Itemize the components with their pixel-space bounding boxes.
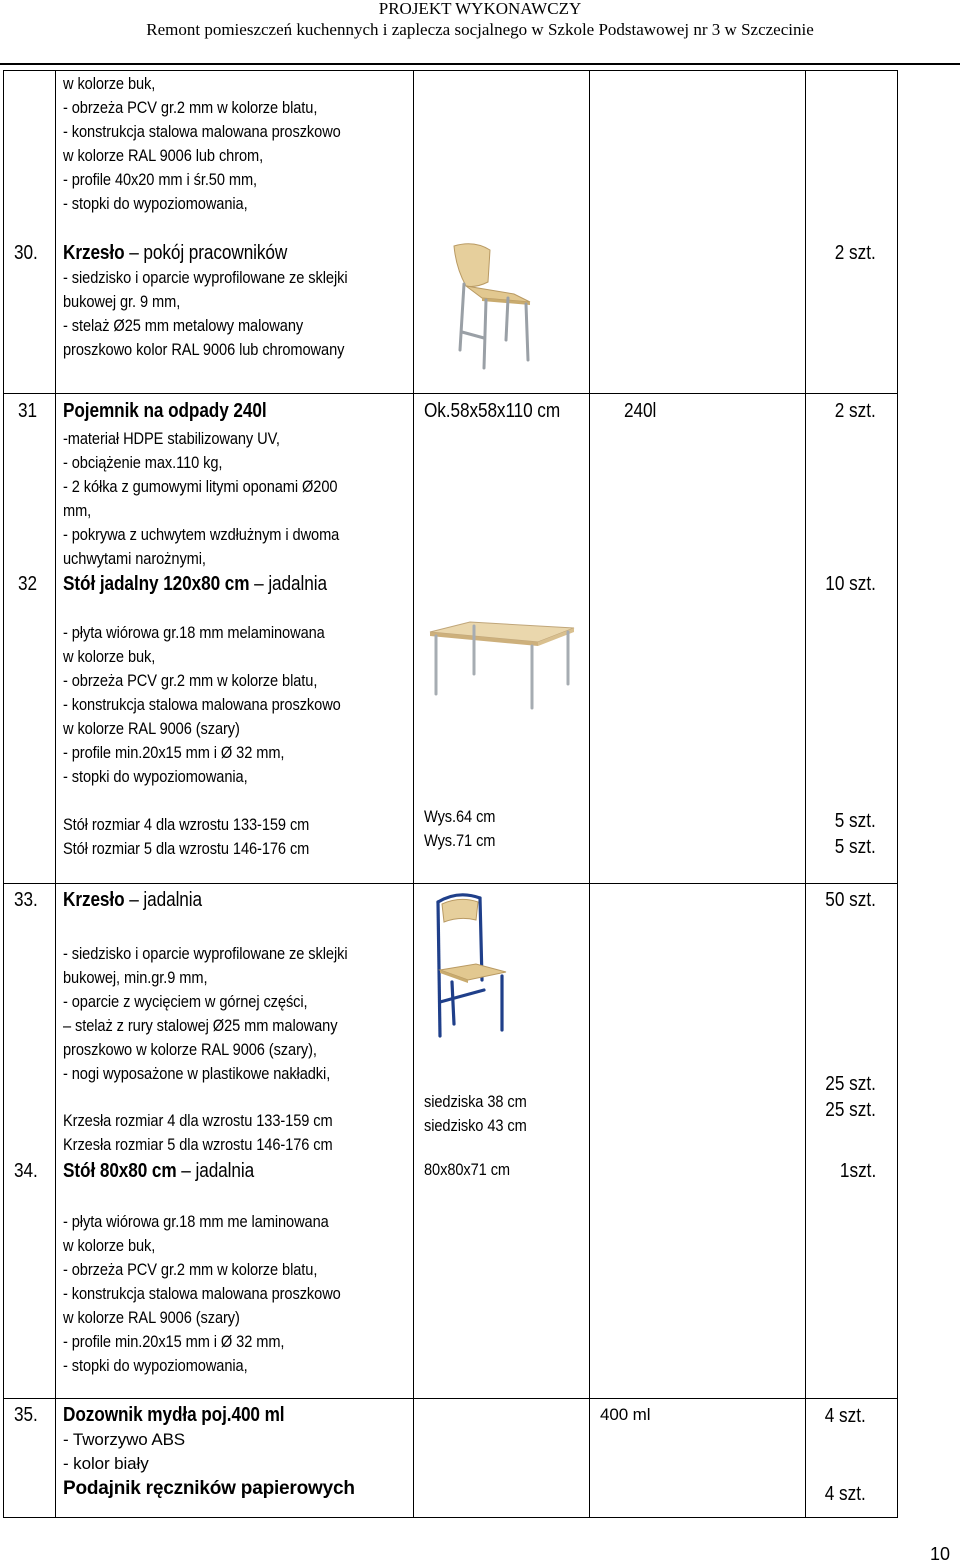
spec-line: - obrzeża PCV gr.2 mm w kolorze blatu, bbox=[63, 671, 318, 690]
spec-line: - konstrukcja stalowa malowana proszkowo bbox=[63, 695, 341, 714]
item-title-bold: Stół jadalny 120x80 cm bbox=[63, 573, 250, 595]
quantity: 4 szt. bbox=[824, 1405, 866, 1427]
capacity: 240l bbox=[624, 400, 657, 422]
row-divider bbox=[3, 883, 897, 884]
item-title bbox=[63, 572, 327, 596]
spec-line: - obrzeża PCV gr.2 mm w kolorze blatu, bbox=[63, 98, 318, 117]
size-line: Krzesła rozmiar 5 dla wzrostu 146-176 cm bbox=[63, 1135, 333, 1154]
item-number: 31 bbox=[18, 400, 37, 422]
quantity: 4 szt. bbox=[824, 1483, 866, 1505]
seat-height-line: siedzisko 43 cm bbox=[424, 1116, 527, 1135]
page-number: 10 bbox=[929, 1544, 950, 1564]
item-title-bold: Krzesło bbox=[63, 242, 125, 264]
spec-line: - obciążenie max.110 kg, bbox=[63, 453, 223, 472]
spec-line: proszkowo w kolorze RAL 9006 (szary), bbox=[63, 1040, 317, 1059]
table-col-divider bbox=[805, 70, 806, 1518]
table-col-divider bbox=[55, 70, 56, 1518]
dimensions: Ok.58x58x110 cm bbox=[424, 400, 561, 422]
spec-line: - stopki do wypoziomowania, bbox=[63, 194, 248, 213]
item-title-rest: – jadalnia bbox=[249, 573, 327, 595]
height-line: Wys.71 cm bbox=[424, 831, 496, 850]
spec-line: - Tworzywo ABS bbox=[63, 1430, 186, 1449]
size-quantity: 25 szt. bbox=[825, 1073, 876, 1095]
spec-line: - stopki do wypoziomowania, bbox=[63, 767, 248, 786]
document-header-subtitle: Remont pomieszczeń kuchennych i zaplecza socjalnego w Szkole Podstawowej nr 3 w Szczecinie bbox=[146, 20, 814, 39]
table-col-divider bbox=[413, 70, 414, 1518]
spec-line: - siedzisko i oparcie wyprofilowane ze sklejki bbox=[63, 944, 348, 963]
dimensions: 80x80x71 cm bbox=[424, 1160, 511, 1179]
spec-line: - płyta wiórowa gr.18 mm me laminowana bbox=[63, 1212, 329, 1231]
spec-line: bukowej gr. 9 mm, bbox=[63, 292, 181, 311]
size-quantity: 5 szt. bbox=[834, 810, 876, 832]
size-line: Stół rozmiar 4 dla wzrostu 133-159 cm bbox=[63, 815, 310, 834]
quantity: 50 szt. bbox=[825, 889, 876, 911]
spec-line: - nogi wyposażone w plastikowe nakładki, bbox=[63, 1064, 331, 1083]
spec-line: - profile min.20x15 mm i Ø 32 mm, bbox=[63, 1332, 285, 1351]
item-title bbox=[63, 1159, 254, 1183]
item-title-bold: Krzesło bbox=[63, 889, 125, 911]
spec-line: - oparcie z wycięciem w górnej części, bbox=[63, 992, 308, 1011]
item-title bbox=[63, 888, 202, 912]
extra-item-title: Podajnik ręczników papierowych bbox=[63, 1478, 355, 1499]
table-bottom-border bbox=[3, 1517, 897, 1518]
table-border-right bbox=[897, 70, 898, 1518]
header-rule bbox=[0, 63, 960, 65]
row-divider bbox=[3, 1398, 897, 1399]
spec-line: w kolorze buk, bbox=[63, 647, 156, 666]
spec-line: - kolor biały bbox=[63, 1454, 149, 1473]
item-title: Dozownik mydła poj.400 ml bbox=[63, 1404, 285, 1426]
spec-line: w kolorze RAL 9006 lub chrom, bbox=[63, 146, 264, 165]
item-title-rest: – jadalnia bbox=[176, 1160, 255, 1182]
spec-line: - konstrukcja stalowa malowana proszkowo bbox=[63, 122, 341, 141]
spec-line: - płyta wiórowa gr.18 mm melaminowana bbox=[63, 623, 325, 642]
spec-line: - obrzeża PCV gr.2 mm w kolorze blatu, bbox=[63, 1260, 318, 1279]
spec-line: - profile min.20x15 mm i Ø 32 mm, bbox=[63, 743, 285, 762]
item-title-rest: – jadalnia bbox=[124, 889, 203, 911]
beech-chair-image bbox=[448, 242, 532, 372]
school-chair-image bbox=[428, 890, 508, 1040]
spec-line: -materiał HDPE stabilizowany UV, bbox=[63, 429, 280, 448]
item-title: Pojemnik na odpady 240l bbox=[63, 400, 267, 422]
item-number: 34. bbox=[14, 1160, 38, 1182]
seat-height-line: siedziska 38 cm bbox=[424, 1092, 527, 1111]
item-title-rest: – pokój pracowników bbox=[124, 242, 288, 264]
spec-line: mm, bbox=[63, 501, 92, 520]
spec-line: w kolorze RAL 9006 (szary) bbox=[63, 1308, 240, 1327]
size-quantity: 25 szt. bbox=[825, 1099, 876, 1121]
spec-line: - profile 40x20 mm i śr.50 mm, bbox=[63, 170, 258, 189]
spec-line: - stelaż Ø25 mm metalowy malowany bbox=[63, 316, 304, 335]
quantity: 2 szt. bbox=[834, 400, 876, 422]
spec-line: w kolorze buk, bbox=[63, 1236, 156, 1255]
item-title-bold: Stół 80x80 cm bbox=[63, 1160, 177, 1182]
row-divider bbox=[3, 393, 897, 394]
table-image bbox=[424, 618, 576, 710]
spec-line: - 2 kółka z gumowymi litymi oponami Ø200 bbox=[63, 477, 338, 496]
item-number: 30. bbox=[14, 242, 38, 264]
spec-line: - pokrywa z uchwytem wzdłużnym i dwoma bbox=[63, 525, 340, 544]
quantity: 10 szt. bbox=[825, 573, 876, 595]
size-line: Krzesła rozmiar 4 dla wzrostu 133-159 cm bbox=[63, 1111, 333, 1130]
table-col-divider bbox=[589, 70, 590, 1518]
height-line: Wys.64 cm bbox=[424, 807, 496, 826]
table-border-left bbox=[3, 70, 4, 1518]
quantity: 2 szt. bbox=[834, 242, 876, 264]
spec-line: uchwytami narożnymi, bbox=[63, 549, 206, 568]
size-line: Stół rozmiar 5 dla wzrostu 146-176 cm bbox=[63, 839, 310, 858]
item-number: 33. bbox=[14, 889, 38, 911]
capacity: 400 ml bbox=[600, 1405, 651, 1424]
document-header-title: PROJEKT WYKONAWCZY bbox=[378, 0, 582, 18]
spec-line: - konstrukcja stalowa malowana proszkowo bbox=[63, 1284, 341, 1303]
item-number: 32 bbox=[18, 573, 37, 595]
spec-line: w kolorze buk, bbox=[63, 74, 156, 93]
spec-line: w kolorze RAL 9006 (szary) bbox=[63, 719, 240, 738]
quantity: 1szt. bbox=[839, 1160, 876, 1182]
spec-line: – stelaż z rury stalowej Ø25 mm malowany bbox=[63, 1016, 338, 1035]
size-quantity: 5 szt. bbox=[834, 836, 876, 858]
spec-line: proszkowo kolor RAL 9006 lub chromowany bbox=[63, 340, 345, 359]
spec-line: - siedzisko i oparcie wyprofilowane ze sklejki bbox=[63, 268, 348, 287]
spec-line: - stopki do wypoziomowania, bbox=[63, 1356, 248, 1375]
spec-line: bukowej, min.gr.9 mm, bbox=[63, 968, 208, 987]
item-number: 35. bbox=[14, 1404, 38, 1426]
item-title bbox=[63, 241, 287, 265]
table-top-border bbox=[3, 70, 897, 71]
